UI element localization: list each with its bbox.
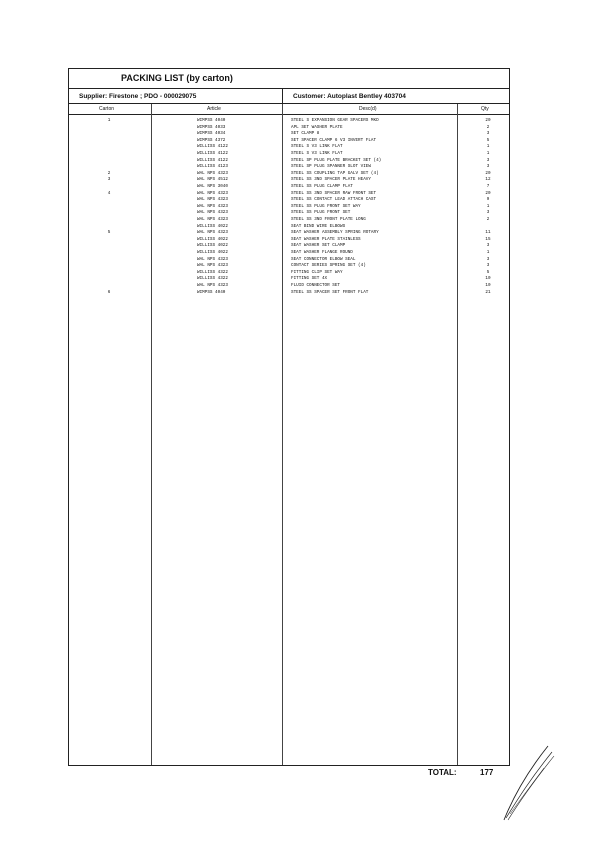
info-divider	[282, 89, 283, 104]
cell-qty: 15	[485, 236, 491, 242]
signature-mark	[500, 742, 558, 824]
cell-article: WILLISS 4022	[197, 250, 228, 255]
cell-carton: 6	[107, 289, 111, 295]
cell-description: STEEL SP PLUG SPANNER SLOT VIEW	[291, 164, 371, 170]
cell-description: STEEL S V3 LINK FLAT	[291, 151, 343, 156]
cell-description: STEEL SS 3ND FRONT PLATE LONG	[291, 217, 366, 222]
cell-article: WAL NPS 4512	[197, 177, 228, 183]
cell-article: WIMPSS 4034	[197, 131, 226, 137]
cell-article: WILLISS 4022	[197, 243, 228, 249]
cell-description: CONTACT SERIES SPRING SET (4)	[291, 263, 366, 269]
cell-article: WAL NPS 4323	[197, 190, 228, 196]
cell-qty: 1	[486, 203, 490, 209]
cell-qty: 9	[486, 197, 490, 203]
cell-qty: 3	[486, 243, 490, 249]
cell-description: FITTING SET 4X	[291, 276, 328, 282]
cell-qty: 3	[486, 157, 490, 163]
cell-article: WAL NPS 4323	[197, 217, 228, 222]
cell-qty: 1	[486, 144, 490, 150]
customer-info: Customer: Autoplast Bentley 403704	[293, 93, 406, 100]
cell-article: WILLISS 4322	[197, 276, 228, 282]
cell-description: SEAT CONNECTOR ELBOW SEAL	[291, 256, 356, 262]
cell-description: SEAT WASHER ASSEMBLY SPRING ROTARY	[291, 230, 379, 236]
cell-carton: 5	[107, 230, 111, 236]
cell-article: WAL NPS 4323	[197, 230, 228, 236]
cell-carton: 3	[107, 177, 111, 183]
cell-description: SEAT WASHER PLATE STAINLESS	[291, 236, 361, 242]
cell-description: STEEL SP PLUG PLATE BRACKET SET (4)	[291, 157, 382, 163]
cell-article: WAL NPS 4323	[197, 263, 228, 269]
cell-qty: 2	[486, 217, 490, 222]
cell-carton: 1	[107, 118, 111, 123]
cell-article: WAL NPS 3040	[197, 184, 228, 189]
cell-qty: 11	[485, 230, 491, 236]
table-row	[69, 289, 509, 296]
cell-qty: 10	[485, 276, 491, 282]
cell-qty: 20	[485, 190, 491, 196]
cell-article: WIMPSS 4040	[197, 118, 226, 123]
cell-qty: 5	[486, 137, 490, 143]
cell-qty: 20	[485, 170, 491, 176]
cell-qty: 7	[486, 184, 490, 189]
cell-qty: 2	[486, 124, 490, 130]
cell-qty: 3	[486, 263, 490, 269]
column-header-qty: Qty	[481, 106, 489, 112]
cell-description: FITTING CLIP SET WAY	[291, 269, 343, 275]
packing-list-table	[68, 68, 510, 766]
cell-article: WAL NPS 4323	[197, 210, 228, 216]
cell-qty: 1	[486, 151, 490, 156]
page-title: PACKING LIST (by carton)	[121, 73, 233, 83]
column-header-carton: Carton	[99, 106, 115, 112]
cell-article: WAL NPS 4323	[197, 203, 228, 209]
cell-article: WIMPSS 4372	[197, 137, 226, 143]
cell-carton: 4	[107, 190, 111, 196]
column-header-row	[69, 104, 509, 115]
total-label: TOTAL:	[428, 768, 457, 777]
cell-description: STEEL SS 3ND SPACER RAW FRONT SET	[291, 190, 377, 196]
cell-qty: 12	[485, 177, 491, 183]
cell-qty: 20	[485, 118, 491, 123]
cell-article: WILLISS 4022	[197, 236, 228, 242]
cell-description: STEEL S EXPANSION GEAR SPACERS MKD	[291, 118, 379, 123]
cell-description: STEEL S V3 LINK FLAT	[291, 144, 343, 150]
cell-description: SEAT BIND WIRE ELBOWS	[291, 223, 346, 229]
cell-description: APL SET WASHER PLATE	[291, 124, 343, 130]
cell-description: STEEL SS 3ND SPACER PLATE HEAVY	[291, 177, 371, 183]
cell-description: STEEL SS COUPLING TAP GALV SET (4)	[291, 170, 379, 176]
cell-article: WAL NPS 4323	[197, 283, 228, 288]
total-value: 177	[480, 768, 494, 777]
cell-article: WIMPSS 4040	[197, 289, 226, 295]
supplier-info: Supplier: Firestone ; PDO - 000029075	[79, 93, 197, 100]
cell-description: SEAT WASHER SET CLAMP	[291, 243, 346, 249]
cell-description: STEEL SS CONTACT LEAD ATTACH CAST	[291, 197, 377, 203]
cell-description: SET SPACER CLAMP 6 V3 INVERT FLAT	[291, 137, 377, 143]
cell-description: FLUID CONNECTOR SET	[291, 283, 340, 288]
cell-qty: 3	[486, 131, 490, 137]
info-row	[69, 89, 509, 104]
cell-description: STEEL SS PLUG FRONT SET WAY	[291, 203, 361, 209]
cell-qty: 5	[486, 269, 490, 275]
cell-carton: 2	[107, 170, 111, 176]
cell-description: STEEL SS SPACER SET FRONT FLAT	[291, 289, 369, 295]
cell-article: WAL NPS 4323	[197, 256, 228, 262]
cell-description: SEAT WASHER FLANGE ROUND	[291, 250, 353, 255]
column-header-article: Article	[207, 106, 221, 112]
cell-qty: 1	[486, 250, 490, 255]
cell-qty: 3	[486, 256, 490, 262]
cell-qty: 21	[485, 289, 491, 295]
title-row	[69, 69, 509, 89]
cell-qty: 3	[486, 210, 490, 216]
cell-article: WILLISS 4122	[197, 151, 228, 156]
cell-article: WIMPSS 4033	[197, 124, 226, 130]
cell-article: WILLISS 4122	[197, 157, 228, 163]
cell-description: SET CLAMP 8	[291, 131, 320, 137]
cell-article: WILLISS 4022	[197, 223, 228, 229]
cell-article: WAL NPS 4323	[197, 197, 228, 203]
cell-description: STEEL SS PLUG CLAMP FLAT	[291, 184, 353, 189]
cell-article: WILLISS 4122	[197, 144, 228, 150]
cell-qty: 3	[486, 164, 490, 170]
cell-description: STEEL SS PLUG FRONT SET	[291, 210, 351, 216]
cell-qty: 10	[485, 283, 491, 288]
cell-article: WILLISS 4322	[197, 269, 228, 275]
cell-article: WAL NPS 4323	[197, 170, 228, 176]
column-header-description: Desc(d)	[359, 106, 377, 112]
cell-article: WILLISS 4123	[197, 164, 228, 170]
